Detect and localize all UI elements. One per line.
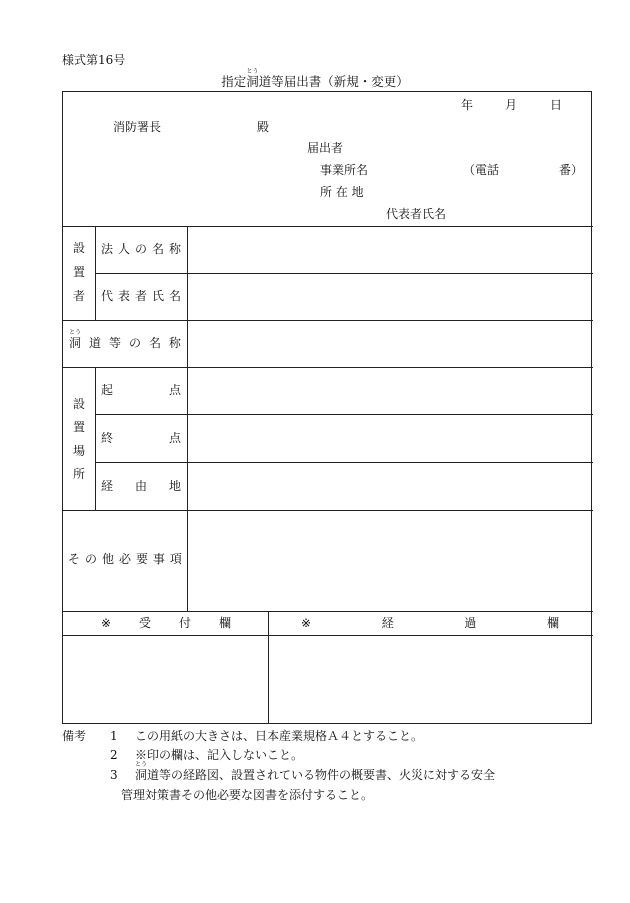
phone-open-label: （電話: [463, 163, 500, 177]
divider-installer-end: [63, 320, 593, 321]
label-char: 称: [168, 336, 181, 350]
label-char: 法: [101, 242, 114, 256]
location-group-char: 設: [72, 397, 85, 411]
ruby-text: とう: [68, 329, 82, 336]
applicant-label: 届出者: [307, 141, 344, 155]
label-char: 点: [168, 431, 181, 445]
location-group-label: [63, 398, 95, 480]
label-char: 起: [101, 383, 114, 397]
note-ruby: [134, 761, 148, 782]
label-char: の: [134, 242, 147, 256]
progress-area: [269, 636, 592, 724]
label-char: 名: [151, 242, 164, 256]
document-title: [0, 68, 630, 89]
date-year-label: 年: [461, 98, 474, 112]
divider-name-end: [63, 367, 593, 368]
label-char: 他: [101, 552, 114, 566]
cave-name-ruby: [68, 329, 82, 350]
label-char: 代: [101, 289, 114, 303]
other-matters-label: [68, 553, 182, 565]
label-char: 名: [148, 336, 161, 350]
installer-group-label: [63, 242, 95, 302]
note-text: この用紙の大きさは、日本産業規格Ａ４とすること。: [135, 729, 424, 743]
note-number: 1: [110, 729, 118, 743]
label-char: 由: [134, 479, 147, 493]
title-ruby-text: とう: [246, 68, 259, 75]
representative-label: 代表者氏名: [386, 207, 447, 221]
note-text: ※印の欄は、記入しないこと。: [135, 748, 304, 762]
label-char: 事: [152, 552, 165, 566]
location-group-char: 場: [72, 443, 85, 458]
installer-group-char: 者: [72, 289, 85, 303]
note-number: 3: [110, 768, 118, 782]
waypoint-label: [101, 480, 181, 492]
label-char: 経: [101, 479, 114, 493]
label-char: 等: [108, 336, 121, 350]
ruby-text: とう: [134, 761, 148, 768]
label-char: 付: [178, 616, 191, 630]
label-char: の: [84, 552, 97, 566]
label-char: 点: [168, 383, 181, 397]
addressee-label: 消防署長: [113, 120, 162, 134]
label-char: 者: [134, 289, 147, 303]
note-number: 2: [110, 748, 118, 762]
label-char: 欄: [546, 616, 559, 630]
honorific-label: 殿: [257, 120, 270, 134]
address-label: 所 在 地: [320, 185, 364, 199]
label-char: 欄: [218, 616, 231, 630]
installer-group-char: 設: [72, 241, 85, 255]
notes-heading: 備考: [62, 729, 87, 743]
progress-column-header: [301, 617, 559, 629]
label-char: そ: [68, 552, 81, 566]
location-group-char: 所: [72, 466, 85, 481]
form-table: [62, 91, 592, 724]
divider-other-end: [63, 611, 593, 612]
reception-area: [63, 636, 268, 724]
label-char: 称: [168, 242, 181, 256]
label-char: の: [128, 336, 141, 350]
divider-header: [63, 226, 593, 227]
label-char: 項: [169, 552, 182, 566]
label-char: 要: [135, 552, 148, 566]
office-name-label: 事業所名: [320, 163, 369, 177]
divider-location-group: [95, 367, 96, 510]
label-char: 過: [464, 616, 477, 630]
title-ruby-base: 洞: [246, 74, 259, 89]
label-char: 道: [88, 336, 101, 350]
ruby-base: 洞: [135, 768, 148, 782]
end-point-label: [101, 432, 181, 444]
divider-label-column: [187, 226, 188, 611]
label-char: 終: [101, 431, 114, 445]
divider-installer-mid: [95, 273, 593, 274]
label-char: 地: [168, 479, 181, 493]
location-group-char: 置: [72, 420, 85, 435]
mark-char: ※: [101, 616, 112, 630]
label-char: 必: [118, 552, 131, 566]
start-point-label: [101, 384, 181, 396]
title-prefix: 指定: [221, 74, 247, 89]
date-day-label: 日: [550, 98, 563, 112]
divider-installer-group: [95, 226, 96, 320]
title-ruby: [246, 68, 259, 89]
phone-close-label: 番）: [559, 163, 584, 177]
installer-representative-label: [101, 290, 181, 302]
date-month-label: 月: [505, 98, 518, 112]
note-text-continued: 管理対策書その他必要な図書を添付すること。: [121, 788, 374, 802]
divider-location-end: [63, 510, 593, 511]
label-char: 経: [381, 616, 394, 630]
installer-group-char: 置: [72, 265, 85, 279]
note-text-body: 道等の経路図、設置されている物件の概要書、火災に対する安全: [147, 768, 496, 782]
mark-char: ※: [301, 616, 312, 630]
label-char: 氏: [151, 289, 164, 303]
reception-column-header: [101, 617, 231, 629]
divider-location-1: [95, 414, 593, 415]
label-char: 洞: [69, 336, 82, 350]
divider-location-2: [95, 462, 593, 463]
form-number: 様式第16号: [62, 53, 126, 67]
cave-name-label: [68, 329, 181, 350]
corporation-name-label: [101, 243, 181, 255]
label-char: 表: [117, 289, 130, 303]
title-suffix: 道等届出書（新規・変更）: [258, 74, 409, 89]
note-text: [134, 761, 496, 782]
label-char: 人: [117, 242, 130, 256]
label-char: 名: [168, 289, 181, 303]
label-char: 受: [139, 616, 152, 630]
